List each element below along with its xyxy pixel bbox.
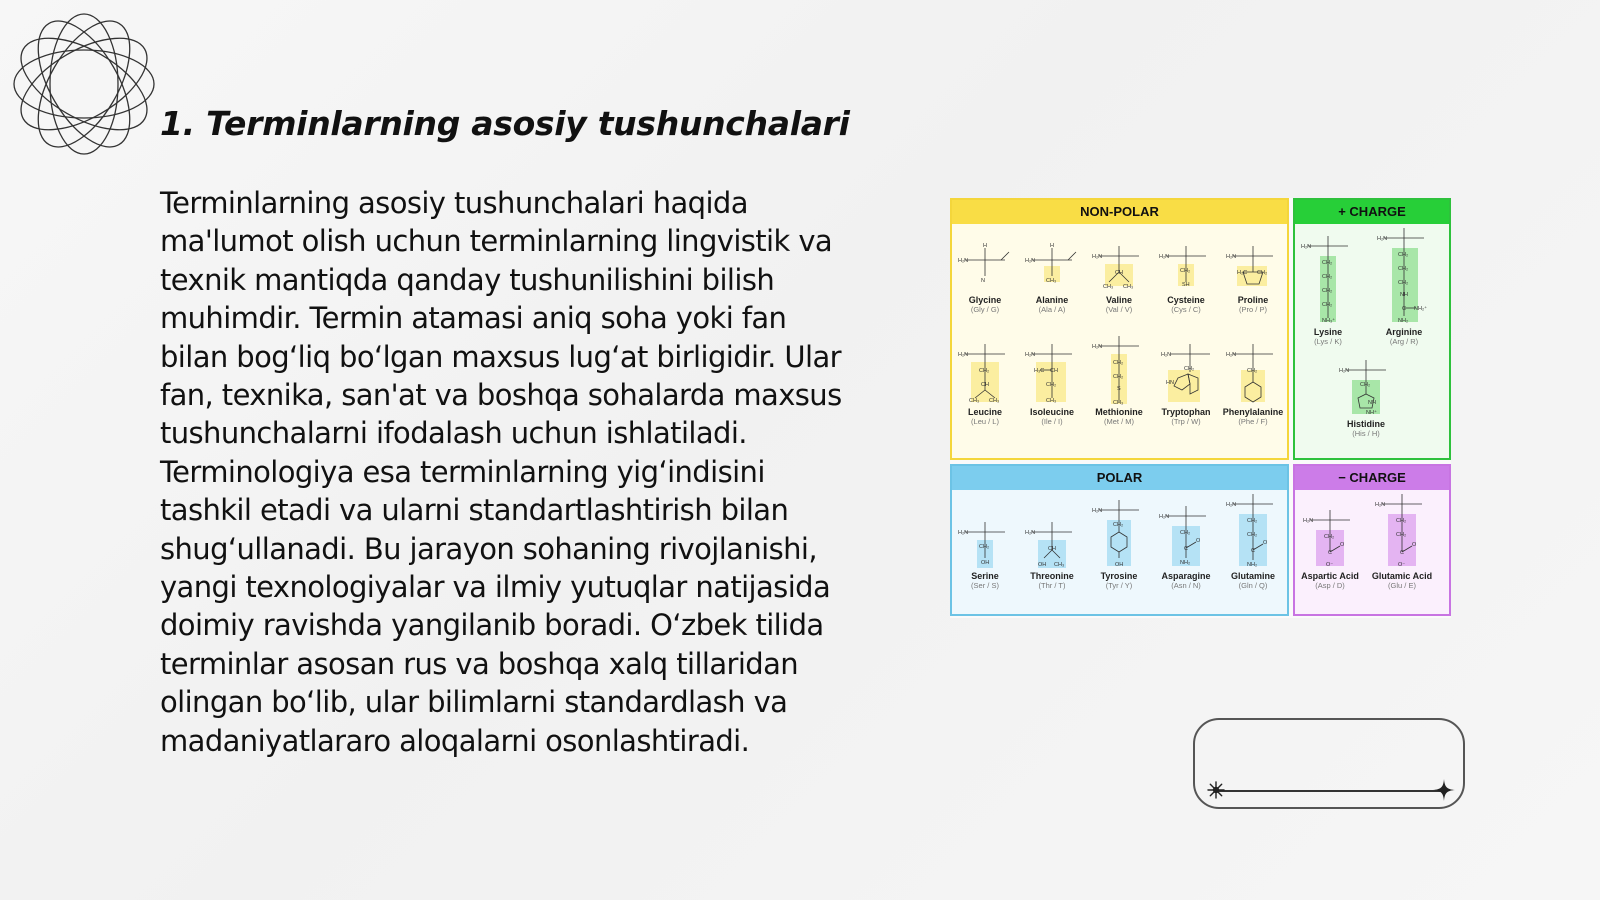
amino-acid-card bbox=[1368, 492, 1436, 590]
amino-acid-abbr: (Met / M) bbox=[1104, 417, 1134, 426]
svg-text:CH₂: CH₂ bbox=[1396, 532, 1407, 538]
amino-acid-card bbox=[1294, 234, 1362, 346]
molecule-structure-icon bbox=[1374, 492, 1430, 570]
svg-text:CH: CH bbox=[1050, 368, 1058, 374]
amino-acid-name: Aspartic Acid bbox=[1301, 571, 1359, 581]
amino-acid-name: Leucine bbox=[967, 407, 1002, 417]
svg-text:CH₃: CH₃ bbox=[989, 398, 1000, 404]
svg-text:H₃C: H₃C bbox=[1034, 368, 1045, 374]
amino-acid-card bbox=[1085, 498, 1153, 590]
svg-text:HN: HN bbox=[1166, 380, 1174, 386]
svg-text:H₂N: H₂N bbox=[1025, 258, 1036, 264]
sparkle-icon bbox=[1432, 778, 1456, 802]
amino-acid-abbr: (Phe / F) bbox=[1238, 417, 1268, 426]
amino-acid-card bbox=[1085, 334, 1153, 426]
amino-acid-abbr: (Ile / I) bbox=[1041, 417, 1063, 426]
svg-text:H: H bbox=[983, 243, 987, 249]
svg-text:NH₂: NH₂ bbox=[1398, 318, 1409, 324]
amino-acid-name: Lysine bbox=[1313, 327, 1343, 337]
svg-text:CH₃: CH₃ bbox=[1046, 398, 1057, 404]
svg-text:H₂N: H₂N bbox=[958, 352, 969, 358]
svg-text:CH₂: CH₂ bbox=[1396, 518, 1407, 524]
molecule-structure-icon bbox=[1225, 342, 1281, 406]
amino-acid-abbr: (Trp / W) bbox=[1171, 417, 1201, 426]
amino-acid-name: Proline bbox=[1237, 295, 1269, 305]
svg-text:H₂N: H₂N bbox=[1092, 344, 1103, 350]
amino-acid-card bbox=[1152, 342, 1220, 426]
svg-text:CH₂: CH₂ bbox=[1322, 260, 1333, 266]
svg-text:CH₂: CH₂ bbox=[979, 544, 990, 550]
amino-acid-abbr: (Tyr / Y) bbox=[1105, 581, 1133, 590]
svg-text:O: O bbox=[1412, 542, 1417, 548]
svg-text:O: O bbox=[1263, 540, 1268, 546]
svg-text:NH₂: NH₂ bbox=[1180, 560, 1191, 566]
molecule-structure-icon bbox=[1158, 342, 1214, 406]
svg-text:H₂N: H₂N bbox=[1339, 368, 1350, 374]
svg-text:S: S bbox=[1117, 386, 1121, 392]
svg-text:H₂N: H₂N bbox=[1159, 254, 1170, 260]
amino-acid-card bbox=[951, 518, 1019, 590]
svg-text:CH₃: CH₃ bbox=[1113, 400, 1124, 406]
amino-acid-abbr: (Lys / K) bbox=[1314, 337, 1342, 346]
svg-text:H: H bbox=[1050, 243, 1054, 249]
svg-text:H₂N: H₂N bbox=[1025, 530, 1036, 536]
amino-acid-abbr: (Gln / Q) bbox=[1238, 581, 1268, 590]
decorative-slider-frame bbox=[1193, 718, 1465, 809]
amino-acid-abbr: (Pro / P) bbox=[1239, 305, 1267, 314]
amino-acid-card bbox=[1018, 518, 1086, 590]
amino-acid-name: Glutamic Acid bbox=[1371, 571, 1433, 581]
molecule-structure-icon bbox=[1338, 358, 1394, 418]
amino-acid-abbr: (Cys / C) bbox=[1171, 305, 1201, 314]
amino-acid-abbr: (Arg / R) bbox=[1389, 337, 1419, 346]
svg-text:H₂C: H₂C bbox=[1237, 270, 1248, 276]
svg-text:OH: OH bbox=[1038, 562, 1047, 568]
svg-text:SH: SH bbox=[1182, 282, 1190, 288]
svg-text:H₂N: H₂N bbox=[1226, 352, 1237, 358]
svg-text:CH₃: CH₃ bbox=[1046, 278, 1057, 284]
amino-acid-abbr: (Val / V) bbox=[1105, 305, 1133, 314]
negative-charge-header: − CHARGE bbox=[1295, 466, 1449, 490]
svg-text:CH₂: CH₂ bbox=[1247, 518, 1258, 524]
amino-acid-card bbox=[1152, 504, 1220, 590]
amino-acid-name: Isoleucine bbox=[1029, 407, 1074, 417]
svg-text:N: N bbox=[981, 278, 985, 284]
amino-acid-name: Arginine bbox=[1385, 327, 1423, 337]
sun-icon bbox=[1207, 781, 1225, 799]
amino-acid-card bbox=[1018, 242, 1086, 314]
svg-text:CH₂: CH₂ bbox=[1360, 382, 1371, 388]
amino-acid-abbr: (Thr / T) bbox=[1038, 581, 1066, 590]
amino-acid-name: Serine bbox=[971, 571, 999, 581]
amino-acid-name: Glycine bbox=[968, 295, 1002, 305]
svg-text:H₂N: H₂N bbox=[1375, 502, 1386, 508]
slide-title: 1. Terminlarning asosiy tushunchalari bbox=[160, 104, 850, 143]
amino-acid-card bbox=[951, 342, 1019, 426]
svg-text:CH₃: CH₃ bbox=[969, 398, 980, 404]
amino-acid-card bbox=[951, 242, 1019, 314]
svg-text:CH₂: CH₂ bbox=[1398, 280, 1409, 286]
amino-acid-abbr: (Ser / S) bbox=[971, 581, 999, 590]
svg-text:O⁻: O⁻ bbox=[1398, 562, 1406, 568]
molecule-structure-icon bbox=[957, 242, 1013, 294]
svg-text:CH: CH bbox=[981, 382, 989, 388]
amino-acid-abbr: (Leu / L) bbox=[971, 417, 999, 426]
amino-acid-card bbox=[1018, 342, 1086, 426]
amino-acid-name: Cysteine bbox=[1167, 295, 1205, 305]
svg-text:O: O bbox=[1340, 542, 1345, 548]
slider-track bbox=[1215, 790, 1441, 792]
molecule-structure-icon bbox=[1024, 342, 1080, 406]
molecule-structure-icon bbox=[1376, 226, 1432, 326]
amino-acid-card bbox=[1085, 242, 1153, 314]
molecule-structure-icon bbox=[957, 518, 1013, 570]
svg-text:CH₂: CH₂ bbox=[1324, 534, 1335, 540]
amino-acid-name: Tyrosine bbox=[1100, 571, 1138, 581]
svg-text:H₂N: H₂N bbox=[1377, 236, 1388, 242]
svg-text:O: O bbox=[1196, 538, 1201, 544]
amino-acid-name: Glutamine bbox=[1230, 571, 1275, 581]
svg-text:H₂N: H₂N bbox=[1159, 514, 1170, 520]
svg-text:CH: CH bbox=[1048, 546, 1056, 552]
svg-text:H₂N: H₂N bbox=[958, 258, 969, 264]
slide-body-text: Terminlarning asosiy tushunchalari haqida ma'lumot olish uchun terminlarning lingvistik va texnik mantiqda qanday tushunilishini bilish muhimdir. Termin atamasi aniq soha yoki fan bilan bog‘liq bo‘lgan maxsus lug‘at birligidir. Ular fan, texnika, san'at va boshqa sohalarda maxsus tushunchalarni ifodalash uchun ishlatiladi. Terminologiya esa terminlarning yig‘indisini tashkil etadi va ularni standartlashtirish bilan shug‘ullanadi. Bu jarayon sohaning rivojlanishi, yangi texnologiyalar va ilmiy yutuqlar natijasida doimiy ravishda yangilanib boradi. O‘zbek tilida terminlar asosan rus va boshqa xalq tillaridan olingan bo‘lib, ular bilimlarni standardlash va madaniyatlararo aloqalarni osonlashtiradi. bbox=[160, 186, 842, 758]
amino-acid-card bbox=[1219, 242, 1287, 314]
svg-text:CH₂: CH₂ bbox=[1398, 266, 1409, 272]
polar-header: POLAR bbox=[952, 466, 1287, 490]
amino-acid-chart bbox=[950, 198, 1451, 618]
svg-text:C: C bbox=[1251, 548, 1255, 554]
molecule-structure-icon bbox=[1158, 242, 1214, 294]
molecule-structure-icon bbox=[1158, 504, 1214, 570]
svg-text:NH⁺: NH⁺ bbox=[1366, 410, 1377, 416]
molecule-structure-icon bbox=[957, 342, 1013, 406]
svg-text:OH: OH bbox=[981, 560, 990, 566]
svg-text:H₂N: H₂N bbox=[958, 530, 969, 536]
svg-text:H₂N: H₂N bbox=[1025, 352, 1036, 358]
svg-text:CH₂: CH₂ bbox=[1180, 530, 1191, 536]
amino-acid-card bbox=[1219, 492, 1287, 590]
amino-acid-abbr: (His / H) bbox=[1352, 429, 1380, 438]
svg-text:H₂N: H₂N bbox=[1226, 502, 1237, 508]
svg-text:CH₂: CH₂ bbox=[1322, 302, 1333, 308]
svg-text:CH₃: CH₃ bbox=[1054, 562, 1065, 568]
svg-text:CH₂: CH₂ bbox=[1247, 368, 1258, 374]
molecule-structure-icon bbox=[1225, 492, 1281, 570]
svg-text:H₂N: H₂N bbox=[1226, 254, 1237, 260]
amino-acid-name: Alanine bbox=[1035, 295, 1069, 305]
spirograph-orb-icon bbox=[8, 8, 160, 160]
molecule-structure-icon bbox=[1302, 508, 1358, 570]
svg-text:H₂N: H₂N bbox=[1301, 244, 1312, 250]
amino-acid-abbr: (Glu / E) bbox=[1388, 581, 1416, 590]
svg-text:NH: NH bbox=[1368, 400, 1376, 406]
amino-acid-name: Phenylalanine bbox=[1222, 407, 1284, 417]
amino-acid-name: Asparagine bbox=[1161, 571, 1211, 581]
svg-text:NH₂: NH₂ bbox=[1247, 562, 1258, 568]
svg-text:H₂N: H₂N bbox=[1161, 352, 1172, 358]
amino-acid-card bbox=[1219, 342, 1287, 426]
svg-text:NH₃⁺: NH₃⁺ bbox=[1322, 318, 1336, 324]
amino-acid-name: Valine bbox=[1105, 295, 1132, 305]
molecule-structure-icon bbox=[1091, 334, 1147, 406]
svg-text:CH₂: CH₂ bbox=[1113, 360, 1124, 366]
amino-acid-card bbox=[1296, 508, 1364, 590]
svg-text:CH: CH bbox=[1115, 270, 1123, 276]
svg-text:C: C bbox=[1328, 550, 1332, 556]
svg-text:H₂N: H₂N bbox=[1092, 508, 1103, 514]
svg-text:CH₂: CH₂ bbox=[1046, 382, 1057, 388]
svg-text:CH₂: CH₂ bbox=[1113, 374, 1124, 380]
svg-text:CH₂: CH₂ bbox=[979, 368, 990, 374]
svg-text:O⁻: O⁻ bbox=[1326, 562, 1334, 568]
amino-acid-abbr: (Ala / A) bbox=[1038, 305, 1066, 314]
amino-acid-abbr: (Asp / D) bbox=[1315, 581, 1345, 590]
svg-text:CH₃: CH₃ bbox=[1123, 284, 1134, 290]
positive-charge-header: + CHARGE bbox=[1295, 200, 1449, 224]
molecule-structure-icon bbox=[1024, 518, 1080, 570]
svg-text:NH: NH bbox=[1400, 292, 1408, 298]
molecule-structure-icon bbox=[1225, 242, 1281, 294]
svg-text:C: C bbox=[1402, 306, 1406, 312]
svg-text:CH₂: CH₂ bbox=[1322, 274, 1333, 280]
amino-acid-name: Tryptophan bbox=[1161, 407, 1211, 417]
molecule-structure-icon bbox=[1091, 242, 1147, 294]
svg-text:CH₂: CH₂ bbox=[1257, 270, 1268, 276]
molecule-structure-icon bbox=[1300, 234, 1356, 326]
amino-acid-name: Threonine bbox=[1030, 571, 1074, 581]
svg-text:H₂N: H₂N bbox=[1092, 254, 1103, 260]
svg-text:CH₃: CH₃ bbox=[1103, 284, 1114, 290]
svg-text:CH₂: CH₂ bbox=[1113, 522, 1124, 528]
nonpolar-header: NON-POLAR bbox=[952, 200, 1287, 224]
amino-acid-abbr: (Asn / N) bbox=[1171, 581, 1201, 590]
svg-text:C: C bbox=[1184, 546, 1188, 552]
molecule-structure-icon bbox=[1091, 498, 1147, 570]
svg-text:CH₂: CH₂ bbox=[1322, 288, 1333, 294]
svg-text:CH₂: CH₂ bbox=[1184, 366, 1195, 372]
svg-text:CH₂: CH₂ bbox=[1180, 268, 1191, 274]
amino-acid-card bbox=[1152, 242, 1220, 314]
svg-text:H₂N: H₂N bbox=[1303, 518, 1314, 524]
svg-text:C: C bbox=[1400, 550, 1404, 556]
amino-acid-abbr: (Gly / G) bbox=[970, 305, 1000, 314]
amino-acid-card bbox=[1332, 358, 1400, 438]
svg-text:OH: OH bbox=[1115, 562, 1124, 568]
svg-text:CH₂: CH₂ bbox=[1247, 532, 1258, 538]
svg-text:CH₂: CH₂ bbox=[1398, 252, 1409, 258]
svg-text:NH₂⁺: NH₂⁺ bbox=[1414, 306, 1427, 312]
molecule-structure-icon bbox=[1024, 242, 1080, 294]
amino-acid-card bbox=[1370, 226, 1438, 346]
amino-acid-name: Histidine bbox=[1346, 419, 1385, 429]
amino-acid-name: Methionine bbox=[1095, 407, 1143, 417]
